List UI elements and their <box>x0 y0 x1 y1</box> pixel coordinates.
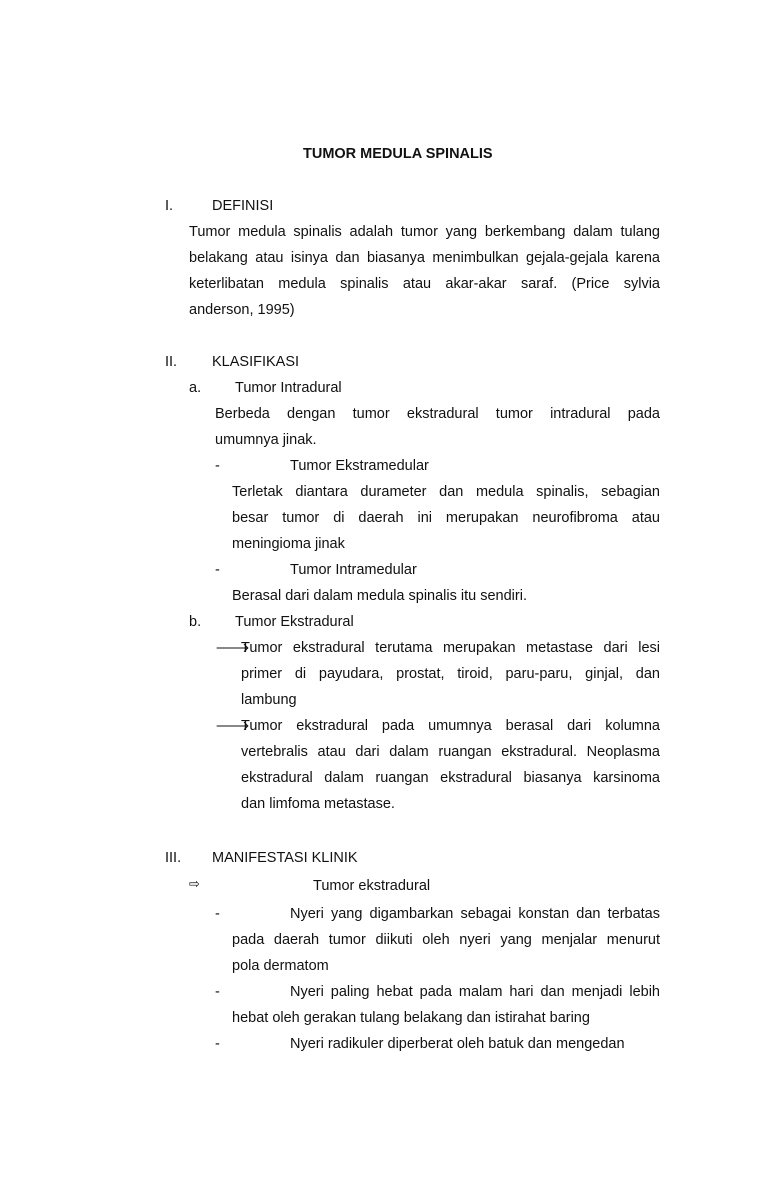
section-3-number: III. <box>165 850 182 866</box>
section-3-sub-title: Tumor ekstradural <box>313 878 431 894</box>
symptom-1-line: Nyeri yang digambarkan sebagai konstan dan terbatas <box>290 906 660 922</box>
sub-2-dash: - <box>215 562 220 578</box>
arrow-right-icon: 🡒 <box>215 641 250 656</box>
item-b-point-2-line: vertebralis atau dari dalam ruangan ekstradural. Neoplasma <box>241 744 660 760</box>
symptom-2-dash: - <box>215 984 220 1000</box>
section-1-line: belakang atau isinya dan biasanya menimbulkan gejala-gejala karena <box>189 250 660 266</box>
section-2-heading: KLASIFIKASI <box>212 354 300 370</box>
sub-2-line: Berasal dari dalam medula spinalis itu sendiri. <box>232 588 527 604</box>
item-a-desc-line: umumnya jinak. <box>215 432 317 448</box>
item-b-point-1-line: lambung <box>241 692 297 708</box>
item-a-desc-line: Berbeda dengan tumor ekstradural tumor intradural pada <box>215 406 660 422</box>
sub-1-dash: - <box>215 458 220 474</box>
item-b-point-2-line: Tumor ekstradural pada umumnya berasal dari kolumna <box>241 718 660 734</box>
sub-1-line: besar tumor di daerah ini merupakan neurofibroma atau <box>232 510 660 526</box>
symptom-3-dash: - <box>215 1036 220 1052</box>
section-1-line: anderson, 1995) <box>189 302 295 318</box>
item-b-point-1-line: primer di payudara, prostat, tiroid, paru-paru, ginjal, dan <box>241 666 660 682</box>
item-b-point-2-line: dan limfoma metastase. <box>241 796 395 812</box>
sub-1-title: Tumor Ekstramedular <box>290 458 429 474</box>
arrow-right-icon: 🡒 <box>215 719 250 734</box>
symptom-2-line: hebat oleh gerakan tulang belakang dan istirahat baring <box>232 1010 590 1026</box>
hollow-arrow-right-icon: ⇨ <box>189 877 200 892</box>
section-1-heading: DEFINISI <box>212 198 274 214</box>
section-1-line: Tumor medula spinalis adalah tumor yang berkembang dalam tulang <box>189 224 660 240</box>
sub-1-line: Terletak diantara durameter dan medula spinalis, sebagian <box>232 484 660 500</box>
sub-2-title: Tumor Intramedular <box>290 562 417 578</box>
symptom-3-line: Nyeri radikuler diperberat oleh batuk dan mengedan <box>290 1036 625 1052</box>
section-2-number: II. <box>165 354 178 370</box>
item-a-marker: a. <box>189 380 202 396</box>
item-b-title: Tumor Ekstradural <box>235 614 354 630</box>
symptom-2-line: Nyeri paling hebat pada malam hari dan menjadi lebih <box>290 984 660 1000</box>
item-b-point-2-line: ekstradural dalam ruangan ekstradural biasanya karsinoma <box>241 770 660 786</box>
symptom-1-dash: - <box>215 906 220 922</box>
document-title: TUMOR MEDULA SPINALIS <box>303 146 493 162</box>
symptom-1-line: pola dermatom <box>232 958 329 974</box>
item-b-point-1-line: Tumor ekstradural terutama merupakan metastase dari lesi <box>241 640 660 656</box>
symptom-1-line: pada daerah tumor diikuti oleh nyeri yang menjalar menurut <box>232 932 660 948</box>
section-1-line: keterlibatan medula spinalis atau akar-akar saraf. (Price sylvia <box>189 276 660 292</box>
item-b-marker: b. <box>189 614 202 630</box>
item-a-title: Tumor Intradural <box>235 380 342 396</box>
section-3-heading: MANIFESTASI KLINIK <box>212 850 358 866</box>
sub-1-line: meningioma jinak <box>232 536 345 552</box>
section-1-number: I. <box>165 198 174 214</box>
